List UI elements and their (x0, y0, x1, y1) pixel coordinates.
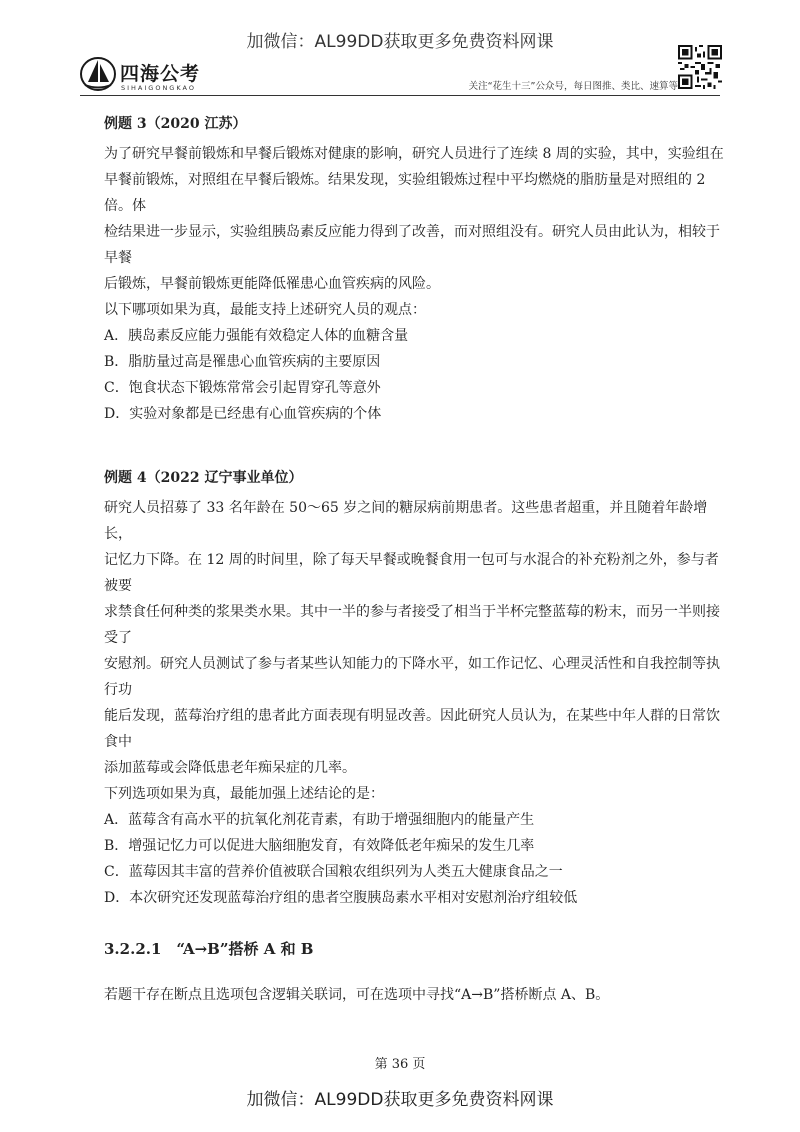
header-note: 关注“花生十三”公众号，每日图推、类比、速算等 (468, 81, 678, 92)
example-3-title: 例题 3（2020 江苏） (104, 116, 247, 132)
stem-line: 添加蓝莓或会降低患老年痴呆症的几率。 (104, 760, 356, 776)
example-4-question: 下列选项如果为真，最能加强上述结论的是： (104, 786, 384, 802)
example-3-stem (104, 141, 724, 297)
option-d: D．实验对象都是已经患有心血管疾病的个体 (104, 406, 382, 422)
stem-line: 能后发现，蓝莓治疗组的患者此方面表现有明显改善。因此研究人员认为，在某些中年人群的日常饮食中 (104, 708, 720, 750)
stem-line: 为了研究早餐前锻炼和早餐后锻炼对健康的影响，研究人员进行了连续 8 周的实验，其中，实验组在 (104, 146, 724, 162)
stem-line: 研究人员招募了 33 名年龄在 50～65 岁之间的糖尿病前期患者。这些患者超重，并且随着年龄增长， (104, 500, 708, 542)
qr-code-icon (678, 45, 722, 89)
example-3-question: 以下哪项如果为真，最能支持上述研究人员的观点： (104, 302, 426, 318)
top-banner: 加微信：AL99DD获取更多免费资料网课 (246, 32, 554, 52)
example-4-title: 例题 4（2022 辽宁事业单位） (104, 470, 303, 486)
section-title: 3.2.2.1 “A→B”搭桥 A 和 B (104, 940, 314, 958)
option-c: C．饱食状态下锻炼常常会引起胃穿孔等意外 (104, 380, 381, 396)
example-3 (104, 113, 724, 427)
stem-line: 求禁食任何种类的浆果类水果。其中一半的参与者接受了相当于半杯完整蓝莓的粉末，而另一半则接受了 (104, 604, 720, 646)
option-c: C．蓝莓因其丰富的营养价值被联合国粮农组织列为人类五大健康食品之一 (104, 864, 563, 880)
example-4 (104, 467, 724, 911)
option-d: D．本次研究还发现蓝莓治疗组的患者空腹胰岛素水平相对安慰剂治疗组较低 (104, 890, 578, 906)
option-b: B．增强记忆力可以促进大脑细胞发育，有效降低老年痴呆的发生几率 (104, 838, 535, 854)
section-body: 若题干存在断点且选项包含逻辑关联词，可在选项中寻找“A→B”搭桥断点 A、B。 (104, 987, 610, 1003)
stem-line: 检结果进一步显示，实验组胰岛素反应能力得到了改善，而对照组没有。研究人员由此认为，相较于早餐 (104, 224, 720, 266)
logo-subtext: SIHAIGONGKAO (121, 84, 196, 92)
stem-line: 早餐前锻炼，对照组在早餐后锻炼。结果发现，实验组锻炼过程中平均燃烧的脂肪量是对照组的 2 倍。体 (104, 172, 706, 214)
bottom-banner: 加微信：AL99DD获取更多免费资料网课 (246, 1090, 554, 1110)
header-rule (80, 95, 720, 96)
option-a: A．胰岛素反应能力强能有效稳定人体的血糖含量 (104, 328, 409, 344)
example-4-stem (104, 495, 724, 781)
logo-text: 四海公考 (120, 63, 201, 85)
stem-line: 记忆力下降。在 12 周的时间里，除了每天早餐或晚餐食用一包可与水混合的补充粉剂之外，参与者被要 (104, 552, 719, 594)
page-number: 第 36 页 (374, 1057, 426, 1072)
option-b: B．脂肪量过高是罹患心血管疾病的主要原因 (104, 354, 381, 370)
sail-logo-icon (80, 56, 116, 92)
option-a: A．蓝莓含有高水平的抗氧化剂花青素，有助于增强细胞内的能量产生 (104, 812, 535, 828)
stem-line: 后锻炼，早餐前锻炼更能降低罹患心血管疾病的风险。 (104, 276, 440, 292)
stem-line: 安慰剂。研究人员测试了参与者某些认知能力的下降水平，如工作记忆、心理灵活性和自我控制等执行功 (104, 656, 720, 698)
